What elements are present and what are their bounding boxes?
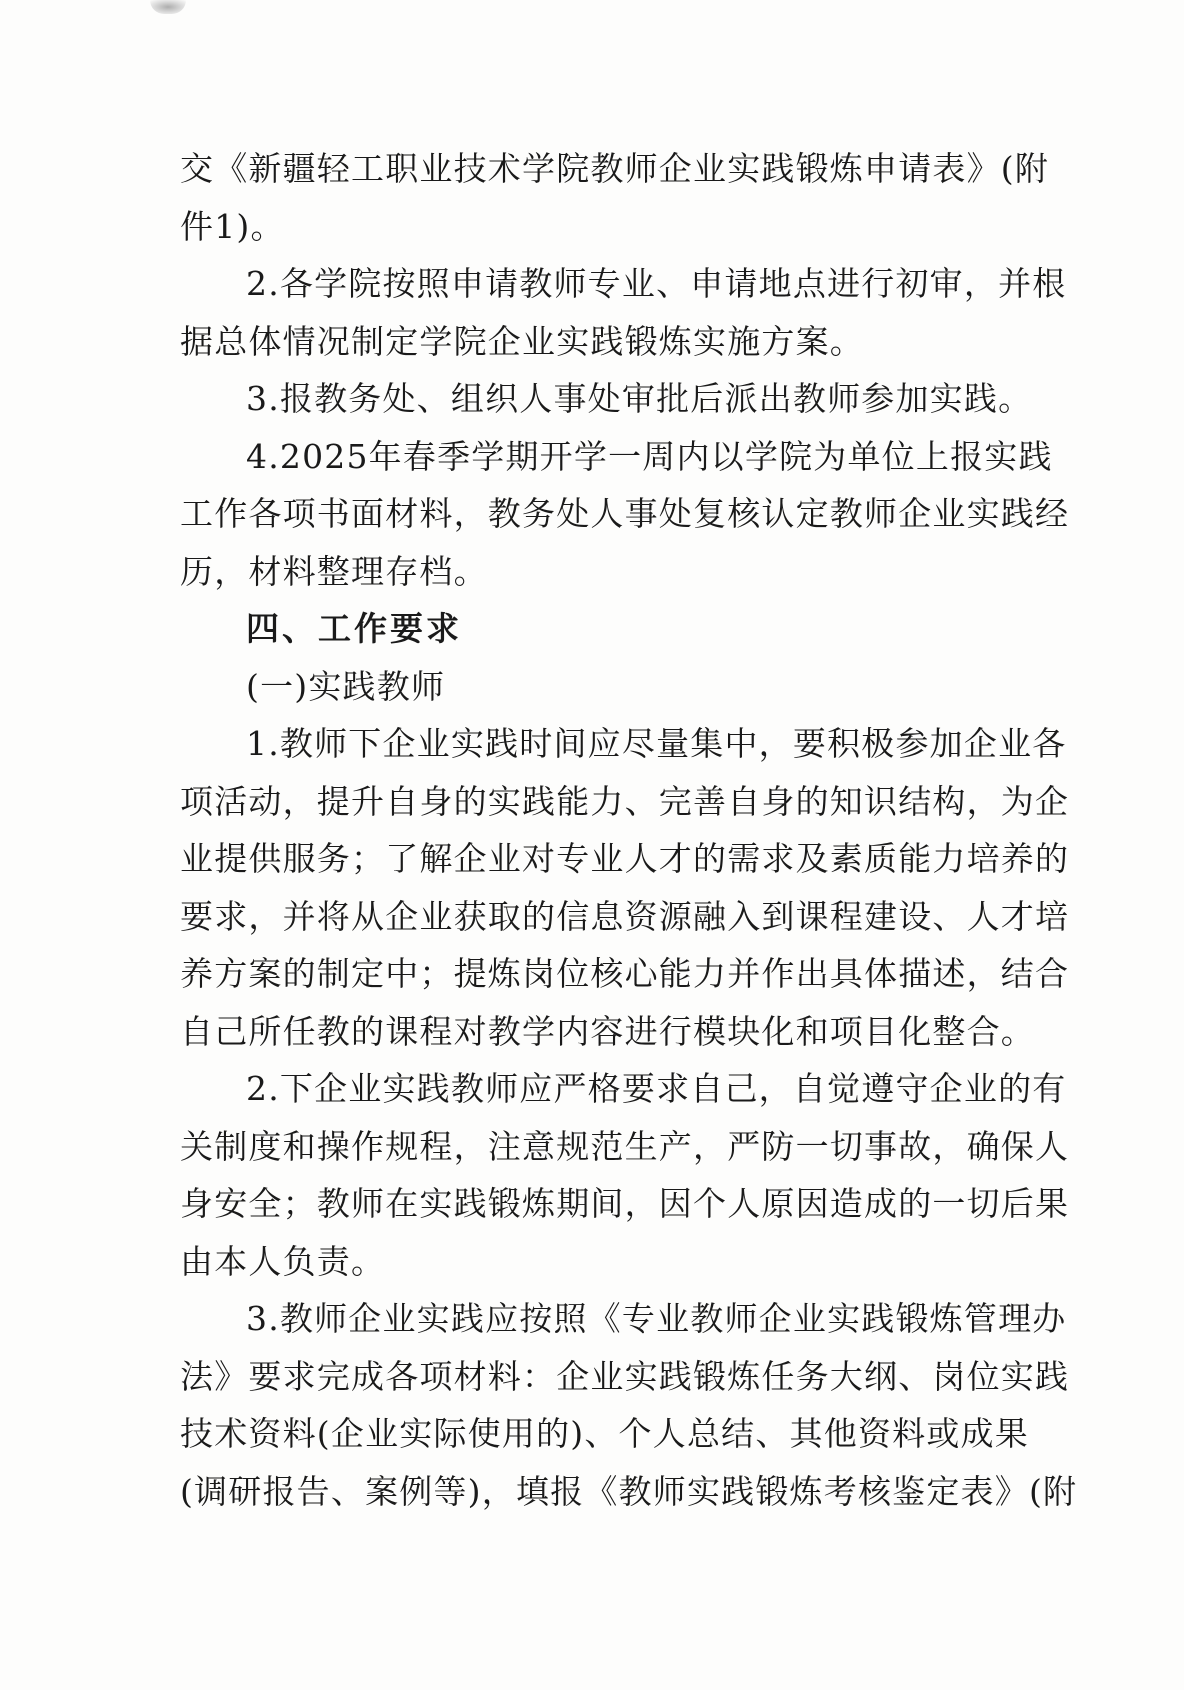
paragraph-line: 业提供服务；了解企业对专业人才的需求及素质能力培养的	[180, 839, 1070, 878]
paragraph-line: 2.下企业实践教师应严格要求自己，自觉遵守企业的有	[246, 1069, 1067, 1108]
paragraph-line: 4.2025年春季学期开学一周内以学院为单位上报实践	[246, 436, 1053, 476]
paragraph-line: 1.教师下企业实践时间应尽量集中，要积极参加企业各	[246, 724, 1067, 763]
paragraph-line: 交《新疆轻工职业技术学院教师企业实践锻炼申请表》(附	[180, 149, 1050, 188]
subsection-heading: (一)实践教师	[246, 666, 446, 706]
paragraph-line: 技术资料(企业实际使用的)、个人总结、其他资料或成果	[180, 1414, 1029, 1453]
paragraph-line: (调研报告、案例等)，填报《教师实践锻炼考核鉴定表》(附	[180, 1471, 1078, 1511]
paragraph-line: 3.教师企业实践应按照《专业教师企业实践锻炼管理办	[246, 1299, 1067, 1338]
paragraph-line: 项活动，提升自身的实践能力、完善自身的知识结构，为企	[180, 781, 1070, 821]
document-body	[180, 140, 1078, 1520]
paragraph-line: 据总体情况制定学院企业实践锻炼实施方案。	[180, 321, 864, 361]
paragraph-line: 3.报教务处、组织人事处审批后派出教师参加实践。	[246, 379, 1033, 418]
paragraph-line: 关制度和操作规程，注意规范生产，严防一切事故，确保人	[180, 1126, 1070, 1166]
scan-hole-mark	[150, 0, 186, 14]
paragraph-line: 历，材料整理存档。	[180, 551, 488, 591]
paragraph-line: 件1)。	[180, 206, 285, 246]
paragraph-line: 身安全；教师在实践锻炼期间，因个人原因造成的一切后果	[180, 1184, 1070, 1223]
paragraph-line: 法》要求完成各项材料：企业实践锻炼任务大纲、岗位实践	[180, 1356, 1070, 1396]
paragraph-line: 自己所任教的课程对教学内容进行模块化和项目化整合。	[180, 1011, 1035, 1051]
paragraph-line: 由本人负责。	[180, 1241, 386, 1281]
paragraph-line: 2.各学院按照申请教师专业、申请地点进行初审，并根	[246, 264, 1067, 303]
section-heading: 四、工作要求	[246, 609, 462, 648]
paragraph-line: 要求，并将从企业获取的信息资源融入到课程建设、人才培	[180, 896, 1070, 936]
paragraph-line: 工作各项书面材料，教务处人事处复核认定教师企业实践经	[180, 494, 1070, 533]
paragraph-line: 养方案的制定中；提炼岗位核心能力并作出具体描述，结合	[180, 954, 1070, 993]
